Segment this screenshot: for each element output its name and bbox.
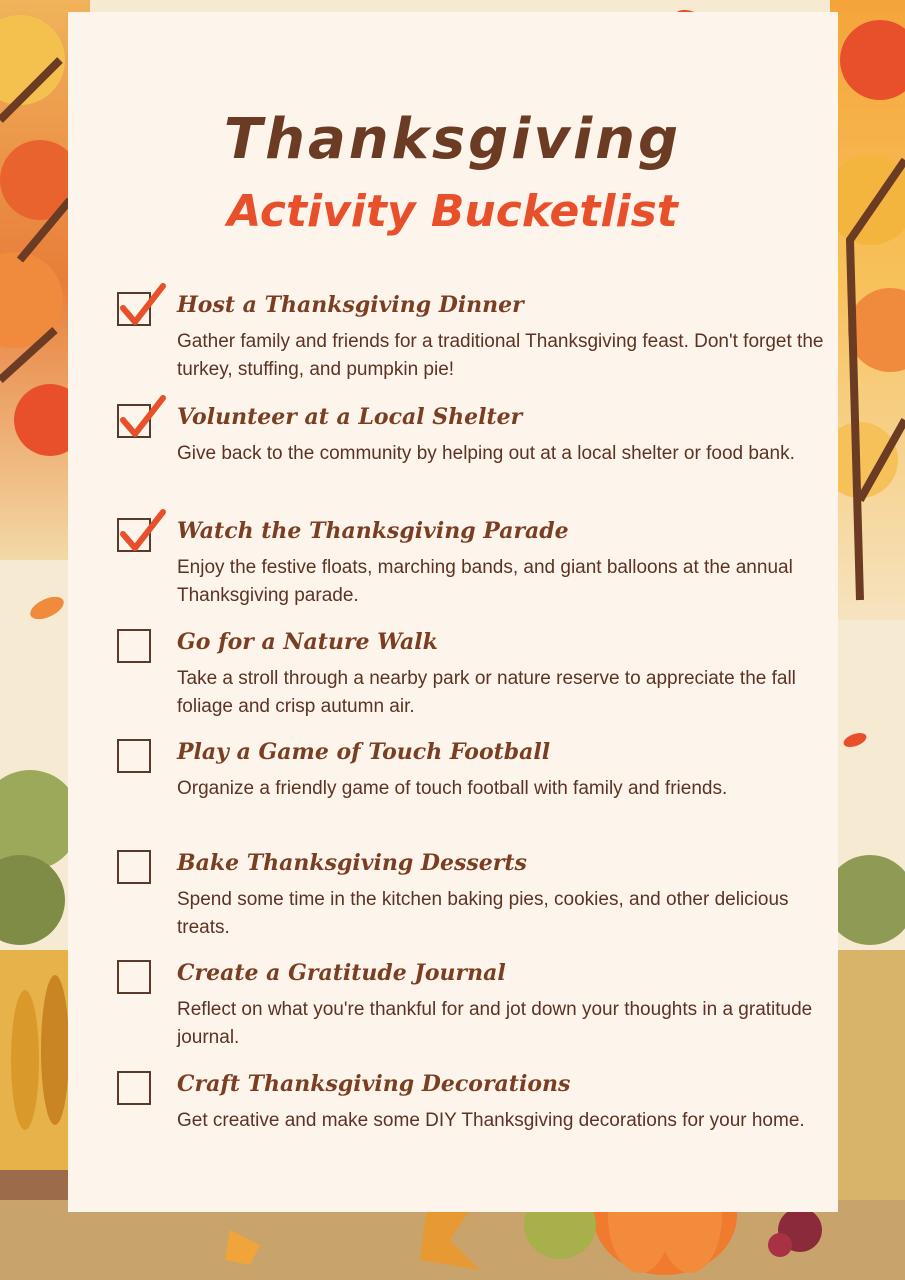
activity-title: Host a Thanksgiving Dinner: [177, 292, 524, 318]
checkmark-icon: [117, 278, 169, 330]
activity-title: Bake Thanksgiving Desserts: [177, 850, 527, 876]
checkbox-checked[interactable]: [117, 292, 151, 326]
checkbox-unchecked[interactable]: [117, 1071, 151, 1105]
activity-description: Give back to the community by helping out at a local shelter or food bank.: [177, 443, 795, 464]
activity-description: Enjoy the festive floats, marching bands, and giant balloons at the annual Thanksgiving parade.: [177, 557, 793, 606]
page-subtitle: Activity Bucketlist: [227, 186, 678, 237]
activity-title: Go for a Nature Walk: [177, 629, 438, 655]
activity-title: Watch the Thanksgiving Parade: [177, 518, 569, 544]
checkbox-unchecked[interactable]: [117, 629, 151, 663]
page-title: Thanksgiving: [223, 107, 682, 172]
checkbox-unchecked[interactable]: [117, 960, 151, 994]
activity-title: Play a Game of Touch Football: [177, 739, 551, 765]
activity-title: Create a Gratitude Journal: [177, 960, 506, 986]
activity-description: Gather family and friends for a traditional Thanksgiving feast. Don't forget the turkey, stuffing, and pumpkin pie!: [177, 331, 824, 380]
activity-description: Take a stroll through a nearby park or nature reserve to appreciate the fall foliage and crisp autumn air.: [177, 668, 796, 717]
activity-description: Organize a friendly game of touch football with family and friends.: [177, 778, 728, 799]
activity-title: Craft Thanksgiving Decorations: [177, 1071, 571, 1097]
checkbox-checked[interactable]: [117, 404, 151, 438]
checkbox-unchecked[interactable]: [117, 850, 151, 884]
activity-description: Spend some time in the kitchen baking pies, cookies, and other delicious treats.: [177, 889, 789, 938]
checkbox-checked[interactable]: [117, 518, 151, 552]
activity-description: Get creative and make some DIY Thanksgiving decorations for your home.: [177, 1110, 805, 1131]
checkmark-icon: [117, 390, 169, 442]
activity-description: Reflect on what you're thankful for and jot down your thoughts in a gratitude journal.: [177, 999, 813, 1048]
checkmark-icon: [117, 504, 169, 556]
checkbox-unchecked[interactable]: [117, 739, 151, 773]
activity-title: Volunteer at a Local Shelter: [177, 404, 523, 430]
